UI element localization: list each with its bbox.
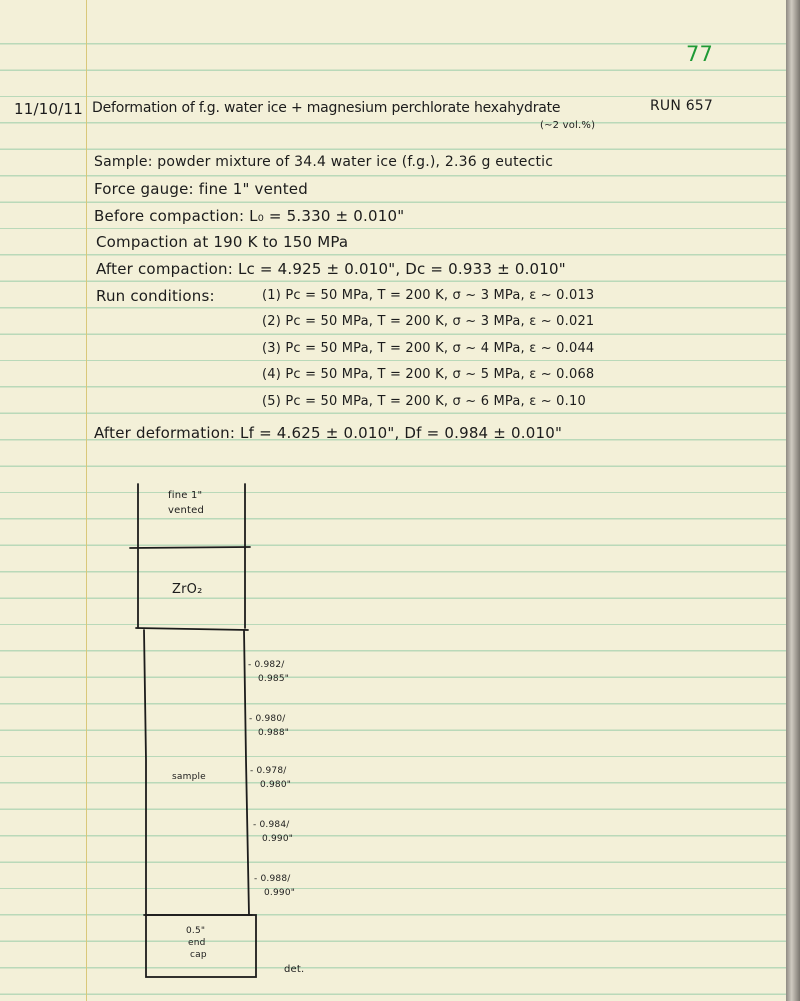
- run-condition-step: (2) Pc = 50 MPa, T = 200 K, σ ~ 3 MPa, ε ~ 0.021: [262, 314, 595, 329]
- endcap-label-line3: cap: [190, 950, 207, 960]
- sample-label: sample: [172, 772, 206, 782]
- detector-label: det.: [284, 964, 305, 975]
- gauge-bottom-line: [130, 547, 250, 548]
- run-label: RUN 657: [650, 98, 714, 114]
- force-gauge-line: Force gauge: fine 1" vented: [94, 180, 308, 198]
- diameter-reading: - 0.978/: [250, 766, 287, 776]
- endcap-label-line2: end: [188, 938, 206, 948]
- diameter-reading: - 0.982/: [248, 660, 285, 670]
- title-note: (~2 vol.%): [540, 120, 596, 131]
- run-condition-step: (5) Pc = 50 MPa, T = 200 K, σ ~ 6 MPa, ε ~ 0.10: [262, 394, 586, 409]
- page-number: 77: [686, 42, 714, 66]
- zro2-bottom-line: [136, 628, 248, 630]
- gauge-label-line1: fine 1": [168, 490, 203, 501]
- zro2-label: ZrO₂: [172, 582, 203, 597]
- diameter-reading: 0.985": [258, 674, 290, 684]
- diameter-reading: - 0.984/: [253, 820, 290, 830]
- after-compaction-line: After compaction: Lc = 4.925 ± 0.010", Dc = 0.933 ± 0.010": [96, 260, 566, 278]
- sample-left-edge: [144, 630, 146, 915]
- before-compaction-line: Before compaction: L₀ = 5.330 ± 0.010": [94, 207, 405, 225]
- sample-right-edge: [244, 630, 249, 915]
- diameter-reading: 0.990": [262, 834, 294, 844]
- run-condition-step: (3) Pc = 50 MPa, T = 200 K, σ ~ 4 MPa, ε ~ 0.044: [262, 341, 595, 356]
- diameter-reading: - 0.988/: [254, 874, 291, 884]
- gauge-label-line2: vented: [168, 505, 205, 516]
- run-condition-step: (4) Pc = 50 MPa, T = 200 K, σ ~ 5 MPa, ε ~ 0.068: [262, 367, 595, 382]
- after-deformation-line: After deformation: Lf = 4.625 ± 0.010", Df = 0.984 ± 0.010": [94, 424, 563, 442]
- entry-date: 11/10/11: [14, 100, 83, 118]
- sample-line: Sample: powder mixture of 34.4 water ice (f.g.), 2.36 g eutectic: [94, 154, 554, 170]
- diameter-reading: 0.988": [258, 728, 290, 738]
- run-conditions-label: Run conditions:: [96, 287, 215, 305]
- notebook-spine: [786, 0, 800, 1001]
- endcap-label-line1: 0.5": [186, 926, 206, 936]
- entry-title: Deformation of f.g. water ice + magnesium perchlorate hexahydrate: [92, 100, 561, 116]
- diameter-reading: 0.980": [260, 780, 292, 790]
- diameter-reading: - 0.980/: [249, 714, 286, 724]
- run-condition-step: (1) Pc = 50 MPa, T = 200 K, σ ~ 3 MPa, ε ~ 0.013: [262, 288, 595, 303]
- diameter-reading: 0.990": [264, 888, 296, 898]
- compaction-line: Compaction at 190 K to 150 MPa: [96, 233, 349, 251]
